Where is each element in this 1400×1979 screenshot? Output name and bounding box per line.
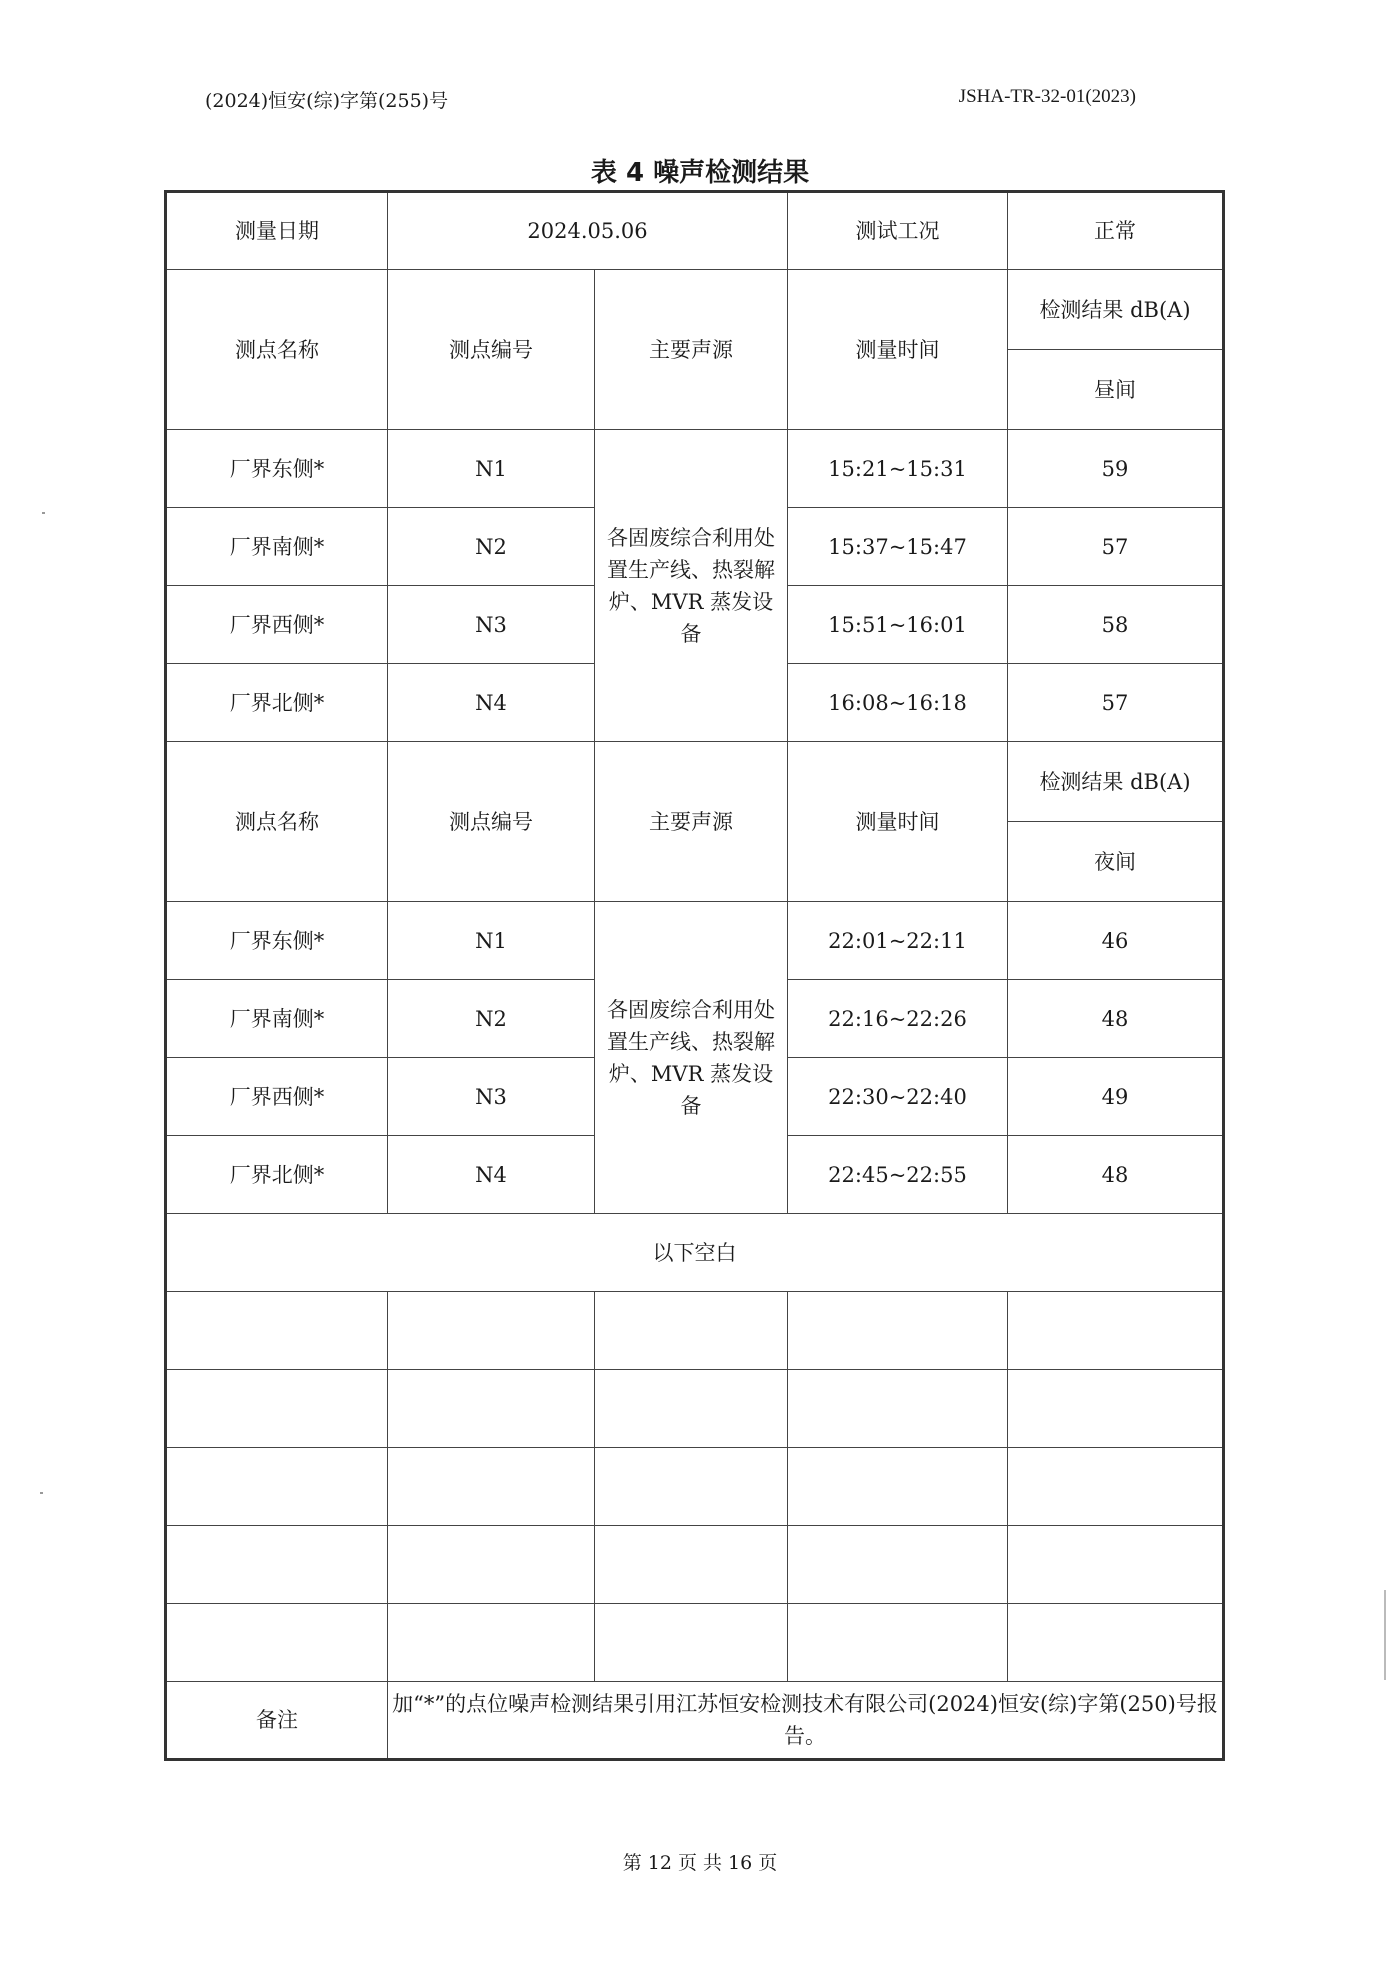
- empty-row: [166, 1370, 1224, 1448]
- empty-cell: [1008, 1604, 1224, 1682]
- point-name: 厂界南侧*: [166, 508, 388, 586]
- empty-cell: [788, 1292, 1008, 1370]
- night-noise-source: 各固废综合利用处置生产线、热裂解炉、MVR 蒸发设备: [595, 902, 788, 1214]
- empty-cell: [1008, 1292, 1224, 1370]
- empty-cell: [166, 1448, 388, 1526]
- point-name: 厂界北侧*: [166, 1136, 388, 1214]
- empty-cell: [788, 1526, 1008, 1604]
- empty-row: [166, 1604, 1224, 1682]
- scan-speck: [42, 512, 45, 514]
- point-name: 厂界东侧*: [166, 430, 388, 508]
- measure-time: 22:16~22:26: [788, 980, 1008, 1058]
- result-value: 57: [1008, 664, 1224, 742]
- empty-cell: [388, 1370, 595, 1448]
- scan-speck: [1384, 1590, 1386, 1680]
- blank-marker-row: [166, 1214, 1224, 1292]
- point-name: 厂界北侧*: [166, 664, 388, 742]
- point-no: N4: [388, 664, 595, 742]
- table-row: [166, 430, 1224, 508]
- remark-text: 加“*”的点位噪声检测结果引用江苏恒安检测技术有限公司(2024)恒安(综)字第(250)号报告。: [388, 1682, 1224, 1760]
- night-header-row: [166, 742, 1224, 822]
- col-time: 测量时间: [788, 270, 1008, 430]
- result-value: 58: [1008, 586, 1224, 664]
- result-value: 48: [1008, 1136, 1224, 1214]
- col-result: 检测结果 dB(A): [1008, 270, 1224, 350]
- empty-cell: [166, 1604, 388, 1682]
- point-name: 厂界西侧*: [166, 1058, 388, 1136]
- remark-row: [166, 1682, 1224, 1760]
- form-code: JSHA-TR-32-01(2023): [958, 86, 1136, 107]
- condition-value: 正常: [1008, 192, 1224, 270]
- noise-results-table: [164, 190, 1225, 1761]
- empty-cell: [1008, 1370, 1224, 1448]
- scan-speck: [40, 1492, 43, 1494]
- point-name: 厂界南侧*: [166, 980, 388, 1058]
- empty-row: [166, 1448, 1224, 1526]
- empty-cell: [595, 1526, 788, 1604]
- measure-time: 15:51~16:01: [788, 586, 1008, 664]
- measure-time: 22:45~22:55: [788, 1136, 1008, 1214]
- point-no: N2: [388, 980, 595, 1058]
- date-label: 测量日期: [166, 192, 388, 270]
- day-period: 昼间: [1008, 350, 1224, 430]
- report-number: (2024)恒安(综)字第(255)号: [205, 90, 449, 112]
- measure-time: 22:30~22:40: [788, 1058, 1008, 1136]
- empty-cell: [166, 1292, 388, 1370]
- blank-marker: 以下空白: [166, 1214, 1224, 1292]
- empty-cell: [595, 1448, 788, 1526]
- point-no: N1: [388, 430, 595, 508]
- point-no: N4: [388, 1136, 595, 1214]
- measure-time: 15:21~15:31: [788, 430, 1008, 508]
- table-row: [166, 902, 1224, 980]
- measure-time: 15:37~15:47: [788, 508, 1008, 586]
- result-value: 57: [1008, 508, 1224, 586]
- empty-cell: [595, 1370, 788, 1448]
- col-source: 主要声源: [595, 270, 788, 430]
- point-no: N1: [388, 902, 595, 980]
- point-name: 厂界西侧*: [166, 586, 388, 664]
- empty-cell: [388, 1292, 595, 1370]
- empty-cell: [788, 1370, 1008, 1448]
- empty-cell: [388, 1526, 595, 1604]
- empty-cell: [1008, 1526, 1224, 1604]
- condition-label: 测试工况: [788, 192, 1008, 270]
- meta-row: [166, 192, 1224, 270]
- empty-cell: [595, 1292, 788, 1370]
- point-no: N3: [388, 1058, 595, 1136]
- empty-row: [166, 1526, 1224, 1604]
- result-value: 48: [1008, 980, 1224, 1058]
- page-number: 第 12 页 共 16 页: [622, 1852, 778, 1874]
- col-result: 检测结果 dB(A): [1008, 742, 1224, 822]
- remark-label: 备注: [166, 1682, 388, 1760]
- empty-cell: [788, 1448, 1008, 1526]
- empty-cell: [166, 1370, 388, 1448]
- measure-time: 22:01~22:11: [788, 902, 1008, 980]
- col-point-no: 测点编号: [388, 270, 595, 430]
- empty-cell: [166, 1526, 388, 1604]
- point-no: N2: [388, 508, 595, 586]
- point-no: N3: [388, 586, 595, 664]
- result-value: 59: [1008, 430, 1224, 508]
- day-noise-source: 各固废综合利用处置生产线、热裂解炉、MVR 蒸发设备: [595, 430, 788, 742]
- table-title: 表 4 噪声检测结果: [590, 158, 810, 188]
- col-point-name: 测点名称: [166, 742, 388, 902]
- col-time: 测量时间: [788, 742, 1008, 902]
- night-period: 夜间: [1008, 822, 1224, 902]
- empty-row: [166, 1292, 1224, 1370]
- empty-cell: [788, 1604, 1008, 1682]
- result-value: 49: [1008, 1058, 1224, 1136]
- point-name: 厂界东侧*: [166, 902, 388, 980]
- empty-cell: [595, 1604, 788, 1682]
- col-point-name: 测点名称: [166, 270, 388, 430]
- day-header-row: [166, 270, 1224, 350]
- col-source: 主要声源: [595, 742, 788, 902]
- result-value: 46: [1008, 902, 1224, 980]
- empty-cell: [388, 1448, 595, 1526]
- measure-time: 16:08~16:18: [788, 664, 1008, 742]
- col-point-no: 测点编号: [388, 742, 595, 902]
- date-value: 2024.05.06: [388, 192, 788, 270]
- empty-cell: [1008, 1448, 1224, 1526]
- empty-cell: [388, 1604, 595, 1682]
